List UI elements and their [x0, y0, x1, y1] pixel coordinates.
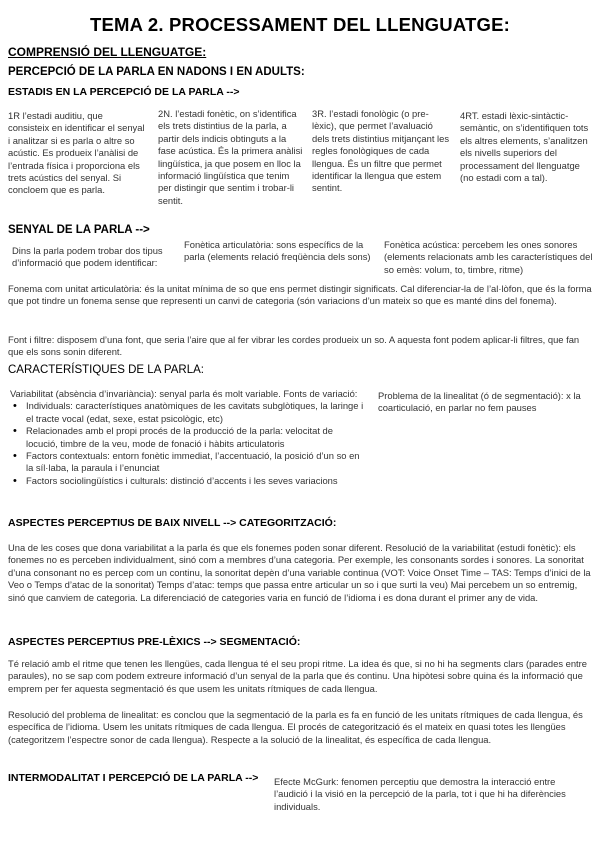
- estadi-auditiu: 1R l’estadi auditiu, que consisteix en identificar el senyal i analitzar si es parla o altre so acústic. Es produeix l’anàlisi de l’entrada física i proporciona els trets acústics del senyal. Si concloem que es parla.: [8, 110, 145, 196]
- bullet-sociolinguistics: • Factors sociolingüístics i culturals: distinció d’accents i les seves variacions: [10, 475, 366, 487]
- linealitat-problema: Problema de la linealitat (ó de segmentació): x la coarticulació, en parlar no fem pauses: [378, 390, 581, 414]
- bullet-individuals: • Individuals: característiques anatòmiques de les cavitats subglòtiques, la laringe i el tracte vocal (edat, sexe, estat psicològic, etc): [10, 400, 366, 425]
- senyal-heading: SENYAL DE LA PARLA -->: [8, 224, 150, 236]
- fonema-paragraph: Fonema com unitat articulatòria: és la unitat mínima de so que ens permet distingir significats. Cal diferenciar-la de l’al·lòfon, que és la forma que pot tindre un fonema sense que representi un canvi de categoria (són variacions d’un mateix so que es manté dins del fonema).: [8, 283, 592, 307]
- variabilitat-intro: Variabilitat (absència d’invariància): senyal parla és molt variable. Fonts de variació:: [10, 388, 358, 399]
- prelexics-heading: ASPECTES PERCEPTIUS PRE-LÈXICS --> SEGMENTACIÓ:: [8, 636, 301, 648]
- prelexics-paragraph-1: Té relació amb el ritme que tenen les llengües, cada llengua té el seu propi ritme. La idea és que, si no hi ha segments clars (parades entre paraules), no se sap com podem extreure informació d’un senyal de la parla que és continu. Una hipòtesi sobre quina és la informació que emprem per fer aquesta segmentació és que usem les unitats rítmiques de cada llengua.: [8, 658, 587, 694]
- bullet-contextuals: • Factors contextuals: entorn fonètic immediat, l’accentuació, la posició d’un so en la síl·laba, la paraula i l’enunciat: [10, 450, 366, 475]
- caracteristiques-heading: CARACTERÍSTIQUES DE LA PARLA:: [8, 364, 204, 376]
- mcgurk-effect: Efecte McGurk: fenomen perceptiu que demostra la interacció entre l’audició i la visió en la percepció de la parla, tot i que hi ha diferències individuals.: [274, 776, 566, 812]
- intermodalitat-heading: INTERMODALITAT I PERCEPCIÓ DE LA PARLA -->: [8, 772, 259, 784]
- estadi-fonetic: 2N. l’estadi fonètic, on s’identifica els trets distintius de la parla, a partir dels indicis obtinguts a la fase acústica. És la primera anàlisi lingüística, ja que posem en lloc la informació lingüística que tenim per distingir que sentim i trobar-li sentit.: [158, 108, 303, 206]
- baix-nivell-heading: ASPECTES PERCEPTIUS DE BAIX NIVELL --> CATEGORITZACIÓ:: [8, 517, 337, 529]
- bullet-relacionades: • Relacionades amb el propi procés de la producció de la parla: velocitat de locució, timbre de la veu, mode de fonació i hàbits articulatoris: [10, 425, 366, 450]
- baix-nivell-paragraph: Una de les coses que dona variabilitat a la parla és que els fonemes poden sonar diferent. Resolució de la variabilitat (estudi fonètic): els fonemes no es perceben individualment, sinó com a membres d’una categoria. Per exemple, les consonants sordes i sonores. La sonoritat d’una consonant no es percep com un continu, la sonoritat depèn d’una variable continua (VOT: Voice Onset Time – TAS: Temps d’inici de la Veo o Temps d’atac de la sonoritat) Temps d’atac: temps que passa entre articular un so i que surti la veu) Mai percebem un so entremig, sinó que canviem de categoria. La diferenciació de categories varia en funció de l’idioma i es dona durant el primer any de vida.: [8, 542, 591, 603]
- variabilitat-list: [10, 400, 366, 487]
- section-comprensio-heading: COMPRENSIÓ DEL LLENGUATGE:: [8, 45, 207, 59]
- estadi-fonologic: 3R. l’estadi fonològic (o pre-lèxic), que permet l’avaluació dels trets distintius mitjançant les regles fonològiques de cada llengua. És un filtre que permet identificar la llengua que estem sentint.: [312, 108, 450, 194]
- fonetica-acustica: Fonètica acústica: percebem les ones sonores (elements relacionats amb les característiques del so emès: volum, to, timbre, ritme): [384, 239, 593, 275]
- fonetica-articulatoria: Fonètica articulatòria: sons específics de la parla (elements relació freqüència dels sons): [184, 239, 371, 263]
- variabilitat-block: [10, 388, 366, 487]
- estadi-lexic: 4RT. estadi lèxic-sintàctic-semàntic, on s’identifiquen tots els altres elements, s’analitzen els nivells superiors del processament del llenguatge (no estadi com a tal).: [460, 110, 589, 184]
- prelexics-paragraph-2: Resolució del problema de linealitat: es conclou que la segmentació de la parla es fa en funció de les unitats rítmiques de cada llengua, és específica de l’idioma. Usem les unitats rítmiques de cada llengua. El procés de categorització és el mateix en quasi totes les llengües (categoritzem l’espectre sonor de cada llengua). Respecte a la solució de la linealitat, és específica de cada llengua.: [8, 709, 583, 745]
- senyal-intro: Dins la parla podem trobar dos tipus d’informació que podem identificar:: [12, 245, 163, 269]
- font-filtre-paragraph: Font i filtre: disposem d’una font, que seria l’aire que al fer vibrar les cordes produeix un so. A aquesta font podem aplicar-li filtres, que fan que els sons sonin diferent.: [8, 334, 580, 358]
- page-title: TEMA 2. PROCESSAMENT DEL LLENGUATGE:: [89, 14, 511, 35]
- section-percepcio-heading: PERCEPCIÓ DE LA PARLA EN NADONS I EN ADULTS:: [8, 66, 305, 78]
- estadis-heading: ESTADIS EN LA PERCEPCIÓ DE LA PARLA -->: [8, 86, 240, 98]
